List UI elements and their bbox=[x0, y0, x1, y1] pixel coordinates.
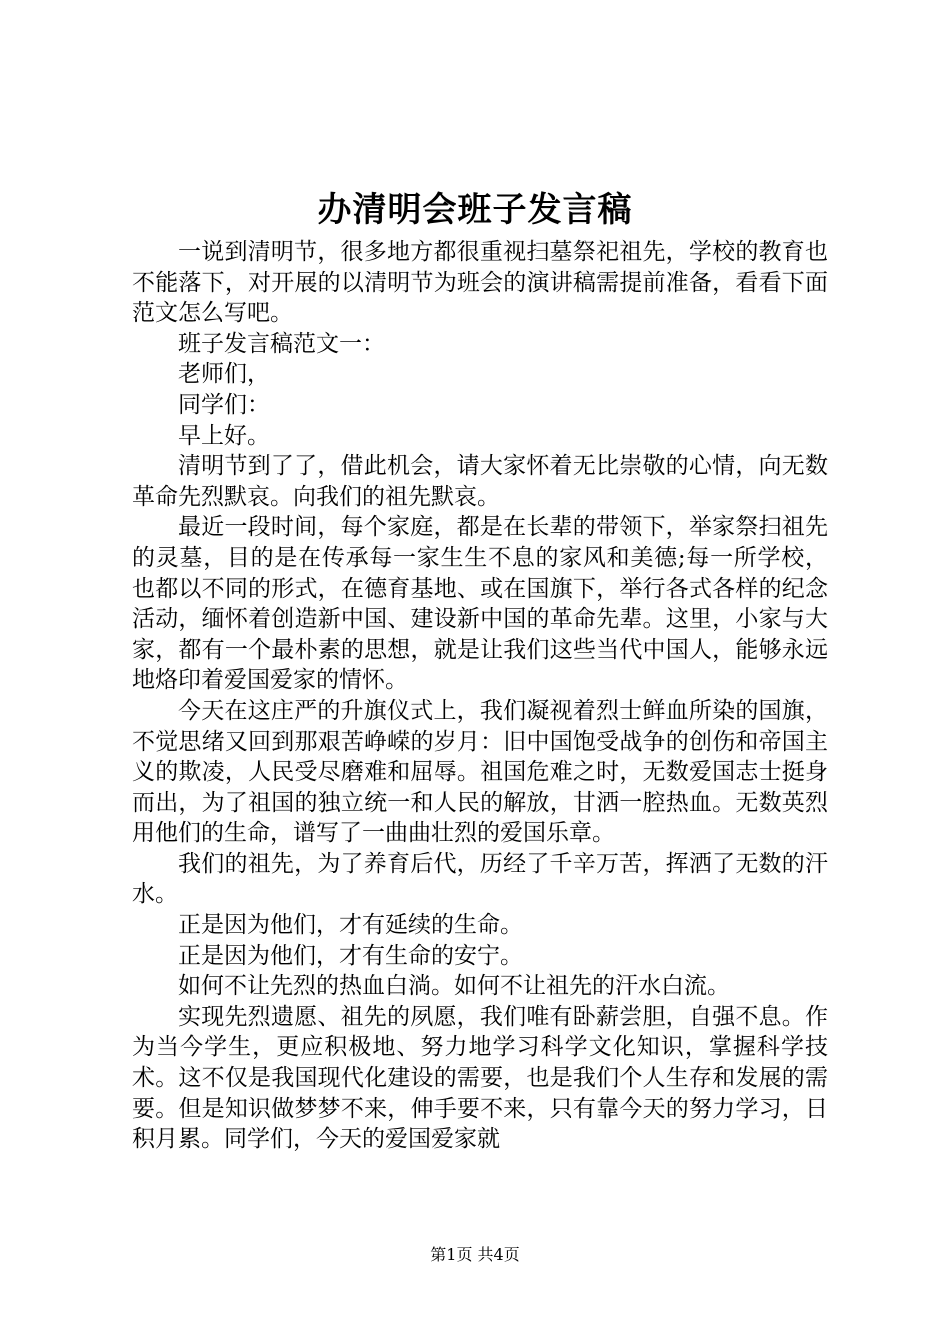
paragraph: 正是因为他们，才有延续的生命。 bbox=[178, 912, 523, 939]
document-title: 办清明会班子发言稿 bbox=[317, 190, 633, 230]
paragraph: 我们的祖先，为了养育后代，历经了千辛万苦，挥洒了无数的汗水。 bbox=[132, 850, 828, 908]
paragraph: 如何不让先烈的热血白淌。如何不让祖先的汗水白流。 bbox=[178, 973, 730, 1000]
paragraph: 实现先烈遗愿、祖先的夙愿，我们唯有卧薪尝胆，自强不息。作为当今学生，更应积极地、努力地学习科学文化知识，掌握科学技术。这不仅是我国现代化建设的需要，也是我们个人生存和发展的需要。但是知识做梦梦不来，伸手要不来，只有靠今天的努力学习，日积月累。同学们，今天的爱国爱家就 bbox=[132, 1003, 828, 1153]
paragraph: 班子发言稿范文一： bbox=[178, 330, 385, 357]
paragraph: 老师们， bbox=[178, 361, 270, 388]
paragraph: 最近一段时间，每个家庭，都是在长辈的带领下，举家祭扫祖先的灵墓，目的是在传承每一家生生不息的家风和美德;每一所学校，也都以不同的形式，在德育基地、或在国旗下，举行各式各样的纪念活动，缅怀着创造新中国、建设新中国的革命先辈。这里，小家与大家，都有一个最朴素的思想，就是让我们这些当代中国人，能够永远地烙印着爱国爱家的情怀。 bbox=[132, 514, 828, 694]
paragraph: 正是因为他们，才有生命的安宁。 bbox=[178, 942, 523, 969]
document-body bbox=[132, 237, 828, 1155]
paragraph: 早上好。 bbox=[178, 422, 270, 449]
paragraph: 清明节到了了，借此机会，请大家怀着无比崇敬的心情，向无数革命先烈默哀。向我们的祖先默哀。 bbox=[132, 453, 828, 510]
page-footer: 第1页 共4页 bbox=[430, 1245, 520, 1264]
paragraph: 同学们： bbox=[178, 391, 270, 418]
paragraph: 今天在这庄严的升旗仪式上，我们凝视着烈士鲜血所染的国旗，不觉思绪又回到那艰苦峥嵘的岁月：旧中国饱受战争的创伤和帝国主义的欺凌，人民受尽磨难和屈辱。祖国危难之时，无数爱国志士挺身而出，为了祖国的独立统一和人民的解放，甘洒一腔热血。无数英烈用他们的生命，谱写了一曲曲壮烈的爱国乐章。 bbox=[132, 697, 828, 847]
paragraph: 一说到清明节，很多地方都很重视扫墓祭祀祖先，学校的教育也不能落下，对开展的以清明节为班会的演讲稿需提前准备，看看下面范文怎么写吧。 bbox=[132, 239, 828, 327]
